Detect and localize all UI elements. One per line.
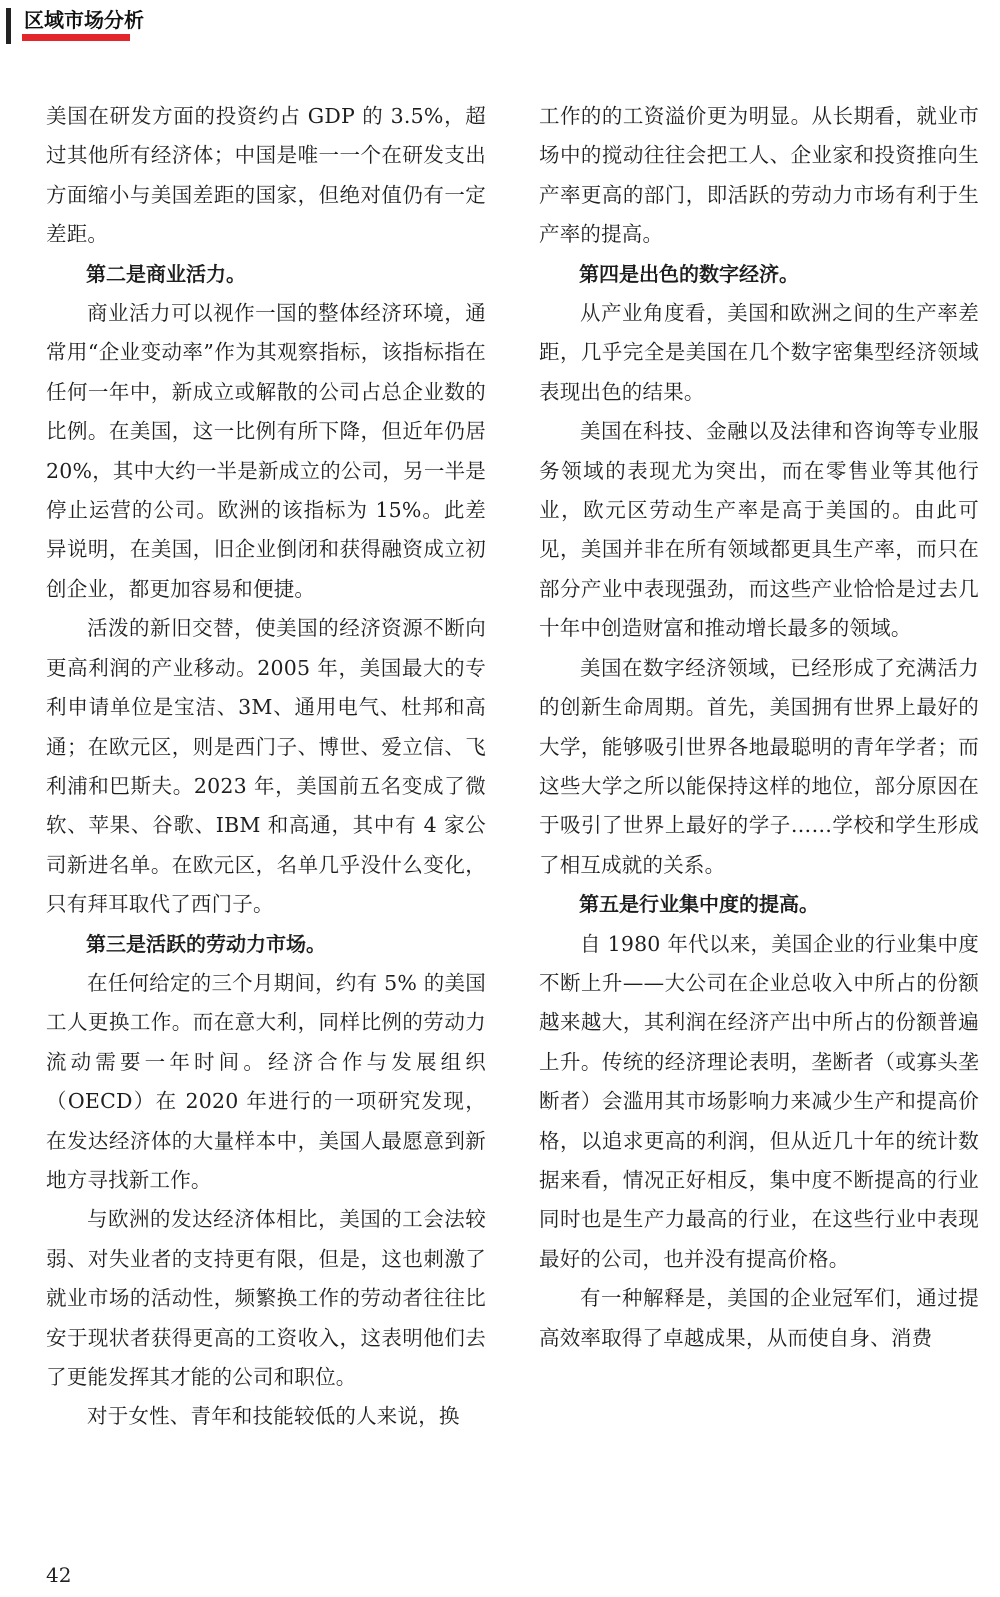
page-number: 42 — [46, 1563, 72, 1587]
body-paragraph: 有一种解释是，美国的企业冠军们，通过提高效率取得了卓越成果，从而使自身、消费 — [539, 1286, 979, 1350]
section-header — [0, 0, 144, 46]
section-heading: 第四是出色的数字经济。 — [579, 261, 799, 286]
section-heading: 第五是行业集中度的提高。 — [579, 892, 819, 917]
left-text-column — [46, 97, 486, 1437]
body-paragraph: 活泼的新旧交替，使美国的经济资源不断向更高利润的产业移动。2005 年，美国最大的专利申请单位是宝洁、3M、通用电气、杜邦和高通；在欧元区，则是西门子、博世、爱立信、飞利浦和巴斯夫。2023 年，美国前五名变成了微软、苹果、谷歌、IBM 和高通，其中有 4 家公司新进名单。在欧元区，名单几乎没什么变化，只有拜耳取代了西门子。 — [46, 616, 486, 917]
section-heading: 第三是活跃的劳动力市场。 — [86, 931, 326, 956]
body-paragraph: 商业活力可以视作一国的整体经济环境，通常用“企业变动率”作为其观察指标，该指标指在任何一年中，新成立或解散的公司占总企业数的比例。在美国，这一比例有所下降，但近年仍居 20%，其中大约一半是新成立的公司，另一半是停止运营的公司。欧洲的该指标为 15%。此差异说明，在美国，旧企业倒闭和获得融资成立初创企业，都更加容易和便捷。 — [46, 301, 486, 601]
header-red-underline — [22, 34, 130, 41]
section-heading: 第二是商业活力。 — [86, 261, 246, 286]
right-text-column — [539, 97, 979, 1358]
body-paragraph: 与欧洲的发达经济体相比，美国的工会法较弱、对失业者的支持更有限，但是，这也刺激了就业市场的活动性，频繁换工作的劳动者往往比安于现状者获得更高的工资收入，这表明他们去了更能发挥其才能的公司和职位。 — [46, 1207, 486, 1389]
body-paragraph: 在任何给定的三个月期间，约有 5% 的美国工人更换工作。而在意大利，同样比例的劳动力流动需要一年时间。经济合作与发展组织（OECD）在 2020 年进行的一项研究发现，在发达经济体的大量样本中，美国人最愿意到新地方寻找新工作。 — [46, 970, 486, 1192]
header-accent-bar — [6, 8, 11, 44]
section-title: 区域市场分析 — [24, 8, 144, 32]
body-paragraph: 美国在科技、金融以及法律和咨询等专业服务领域的表现尤为突出，而在零售业等其他行业，欧元区劳动生产率是高于美国的。由此可见，美国并非在所有领域都更具生产率，而只在部分产业中表现强劲，而这些产业恰恰是过去几十年中创造财富和推动增长最多的领域。 — [539, 419, 979, 641]
body-paragraph: 工作的的工资溢价更为明显。从长期看，就业市场中的搅动往往会把工人、企业家和投资推向生产率更高的部门，即活跃的劳动力市场有利于生产率的提高。 — [539, 104, 979, 247]
body-paragraph: 从产业角度看，美国和欧洲之间的生产率差距，几乎完全是美国在几个数字密集型经济领域表现出色的结果。 — [539, 301, 979, 404]
body-paragraph: 美国在研发方面的投资约占 GDP 的 3.5%，超过其他所有经济体；中国是唯一一个在研发支出方面缩小与美国差距的国家，但绝对值仍有一定差距。 — [46, 104, 486, 247]
body-paragraph: 美国在数字经济领域，已经形成了充满活力的创新生命周期。首先，美国拥有世界上最好的大学，能够吸引世界各地最聪明的青年学者；而这些大学之所以能保持这样的地位，部分原因在于吸引了世界上最好的学子……学校和学生形成了相互成就的关系。 — [539, 655, 979, 877]
body-paragraph: 自 1980 年代以来，美国企业的行业集中度不断上升——大公司在企业总收入中所占的份额越来越大，其利润在经济产出中所占的份额普遍上升。传统的经济理论表明，垄断者（或寡头垄断者）会滥用其市场影响力来减少生产和提高价格，以追求更高的利润，但从近几十年的统计数据来看，情况正好相反，集中度不断提高的行业同时也是生产力最高的行业，在这些行业中表现最好的公司，也并没有提高价格。 — [539, 931, 979, 1271]
body-paragraph: 对于女性、青年和技能较低的人来说，换 — [87, 1404, 460, 1429]
